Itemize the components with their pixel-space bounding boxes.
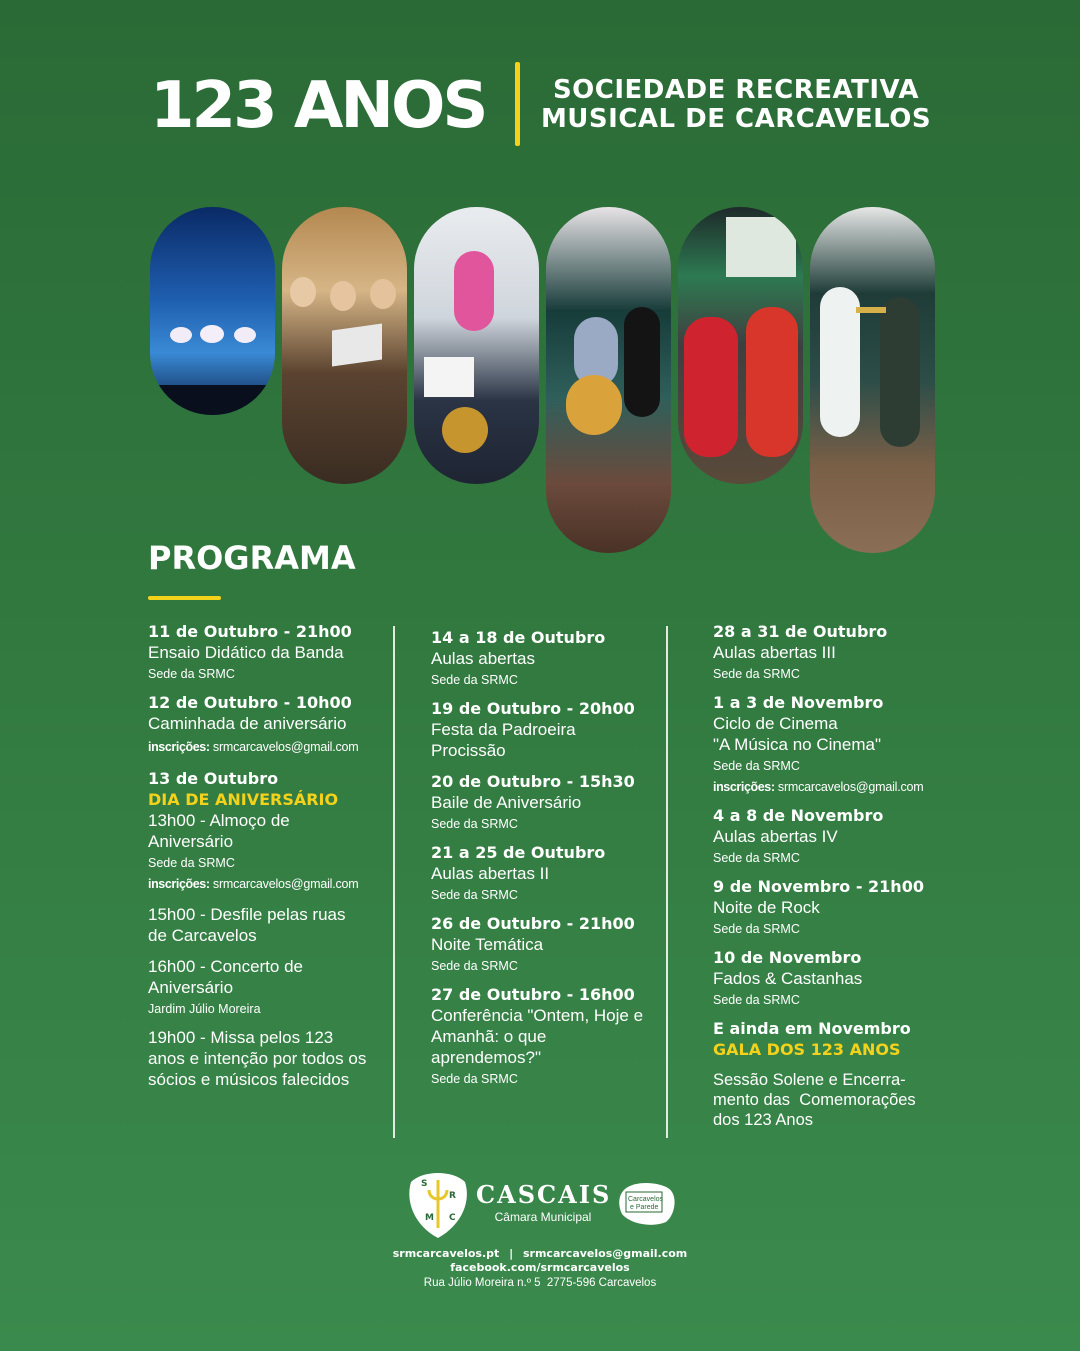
- event-item: [713, 805, 943, 866]
- event-title: Festa da Padroeira: [431, 720, 576, 739]
- event-item: [148, 621, 384, 682]
- event-place: Sede da SRMC: [713, 922, 800, 936]
- event-date: 10 de Novembro: [713, 948, 862, 967]
- event-place: Sede da SRMC: [148, 856, 235, 870]
- srmc-logo: [405, 1168, 471, 1240]
- event-date: 1 a 3 de Novembro: [713, 693, 884, 712]
- event-date: 9 de Novembro - 21h00: [713, 877, 924, 896]
- event-place: Sede da SRMC: [713, 667, 800, 681]
- photo-folk-dance: [678, 207, 803, 484]
- footer-contacts: [340, 1247, 740, 1261]
- event-title: Conferência "Ontem, Hoje e Amanhã: o que aprendemos?": [431, 1006, 644, 1067]
- event-item: [713, 947, 943, 1008]
- footer-separator: |: [509, 1247, 514, 1260]
- event-date: 21 a 25 de Outubro: [431, 843, 606, 862]
- event-date: E ainda em Novembro: [713, 1019, 911, 1038]
- event-item: [431, 842, 657, 903]
- event-item: [431, 627, 657, 688]
- description-line: dos 123 Anos: [713, 1111, 813, 1129]
- event-item: [713, 621, 943, 682]
- srmc-letter: S: [421, 1179, 428, 1189]
- event-title: Ciclo de Cinema: [713, 714, 838, 733]
- event-place: Sede da SRMC: [431, 888, 518, 902]
- event-item: [431, 698, 657, 761]
- cascais-subtitle: Câmara Municipal: [494, 1210, 592, 1224]
- event-date: 27 de Outubro - 16h00: [431, 985, 635, 1004]
- org-name-line2: MUSICAL DE CARCAVELOS: [540, 104, 932, 134]
- registration-label: inscrições:: [148, 877, 210, 891]
- event-title: 13h00 - Almoço de Aniversário: [148, 811, 290, 851]
- event-item: [148, 904, 384, 946]
- event-item: [431, 771, 657, 832]
- event-place: Sede da SRMC: [431, 673, 518, 687]
- event-place: Sede da SRMC: [148, 667, 235, 681]
- event-place: Sede da SRMC: [431, 1072, 518, 1086]
- event-date: 11 de Outubro - 21h00: [148, 622, 352, 641]
- event-title: Noite Temática: [431, 935, 544, 954]
- organization-name: [536, 76, 936, 134]
- program-column-2: [431, 627, 657, 1097]
- event-title: Baile de Aniversário: [431, 793, 582, 812]
- event-title: Aulas abertas II: [431, 864, 550, 883]
- srmc-logo-icon: [405, 1168, 471, 1240]
- event-item: [148, 956, 384, 1017]
- event-title: 15h00 - Desfile pelas ruas de Carcavelos: [148, 905, 346, 945]
- event-title: Fados & Castanhas: [713, 969, 863, 988]
- event-title: Noite de Rock: [713, 898, 820, 917]
- event-title: Aulas abertas IV: [713, 827, 838, 846]
- event-title: Caminhada de aniversário: [148, 714, 347, 733]
- org-name-line1: SOCIEDADE RECREATIVA: [552, 75, 920, 105]
- anniversary-title: 123 ANOS: [150, 69, 486, 143]
- event-registration: [713, 779, 943, 795]
- srmc-letter: C: [449, 1213, 456, 1223]
- event-title-line2: "A Música no Cinema": [713, 735, 881, 754]
- photo-dance-class: [546, 207, 671, 553]
- registration-email[interactable]: srmcarcavelos@gmail.com: [777, 780, 924, 794]
- column-divider: [393, 626, 395, 1138]
- event-place: Jardim Júlio Moreira: [148, 1002, 261, 1016]
- column-divider: [666, 626, 668, 1138]
- section-underline: [148, 596, 221, 600]
- website-link[interactable]: srmcarcavelos.pt: [392, 1247, 500, 1260]
- description-line: mento das Comemorações: [713, 1091, 916, 1109]
- event-title: Aulas abertas: [431, 649, 535, 668]
- event-highlight: DIA DE ANIVERSÁRIO: [148, 790, 339, 809]
- parish-logo-icon: [618, 1180, 678, 1226]
- parish-logo: [618, 1180, 678, 1226]
- program-column-3: [713, 621, 943, 1140]
- event-item: [148, 1027, 384, 1090]
- event-date: 20 de Outubro - 15h30: [431, 772, 635, 791]
- header-divider: [515, 62, 520, 146]
- event-item: [431, 984, 657, 1087]
- event-place: Sede da SRMC: [431, 959, 518, 973]
- registration-label: inscrições:: [713, 780, 775, 794]
- photo-conductor: [414, 207, 539, 484]
- event-date: 14 a 18 de Outubro: [431, 628, 606, 647]
- parish-line1: Carcavelos: [628, 1196, 664, 1203]
- event-place: Sede da SRMC: [713, 851, 800, 865]
- event-place: Sede da SRMC: [713, 759, 800, 773]
- event-item: [713, 1018, 943, 1130]
- event-item: [148, 692, 384, 755]
- event-date: 12 de Outubro - 10h00: [148, 693, 352, 712]
- registration-label: inscrições:: [148, 740, 210, 754]
- event-title: Aulas abertas III: [713, 643, 836, 662]
- header: [150, 62, 940, 152]
- event-item: [713, 692, 943, 795]
- event-description: [713, 1070, 943, 1130]
- event-item: [431, 913, 657, 974]
- cascais-logo: [476, 1180, 610, 1224]
- event-item: [148, 768, 384, 892]
- event-date: 26 de Outubro - 21h00: [431, 914, 635, 933]
- event-title: Ensaio Didático da Banda: [148, 643, 344, 662]
- photo-choir: [282, 207, 407, 484]
- photo-trumpets: [810, 207, 935, 553]
- email-link[interactable]: srmcarcavelos@gmail.com: [523, 1247, 688, 1260]
- event-title: 19h00 - Missa pelos 123 anos e intenção por todos os sócios e músicos falecidos: [148, 1028, 367, 1089]
- footer-address: Rua Júlio Moreira n.º 5 2775-596 Carcavelos: [423, 1277, 657, 1289]
- event-registration: [148, 739, 384, 755]
- event-registration: [148, 876, 384, 892]
- registration-email[interactable]: srmcarcavelos@gmail.com: [212, 877, 359, 891]
- parish-line2: e Parede: [630, 1204, 659, 1211]
- event-date: 4 a 8 de Novembro: [713, 806, 884, 825]
- event-place: Sede da SRMC: [431, 817, 518, 831]
- event-date: 28 a 31 de Outubro: [713, 622, 888, 641]
- description-line: Sessão Solene e Encerra-: [713, 1071, 906, 1089]
- event-place: Sede da SRMC: [713, 993, 800, 1007]
- srmc-letter: M: [425, 1213, 434, 1223]
- event-date: 13 de Outubro: [148, 769, 279, 788]
- event-title: 16h00 - Concerto de Aniversário: [148, 957, 303, 997]
- event-title-line2: Procissão: [431, 741, 506, 760]
- event-date: 19 de Outubro - 20h00: [431, 699, 635, 718]
- event-item: [713, 876, 943, 937]
- srmc-letter: R: [449, 1191, 456, 1201]
- event-highlight: GALA DOS 123 ANOS: [713, 1040, 901, 1059]
- photo-ballet: [150, 207, 275, 415]
- cascais-name: CASCAIS: [476, 1180, 612, 1209]
- facebook-link[interactable]: facebook.com/srmcarcavelos: [450, 1261, 630, 1274]
- section-title: PROGRAMA: [148, 539, 356, 577]
- program-column-1: [148, 621, 384, 1100]
- registration-email[interactable]: srmcarcavelos@gmail.com: [212, 740, 359, 754]
